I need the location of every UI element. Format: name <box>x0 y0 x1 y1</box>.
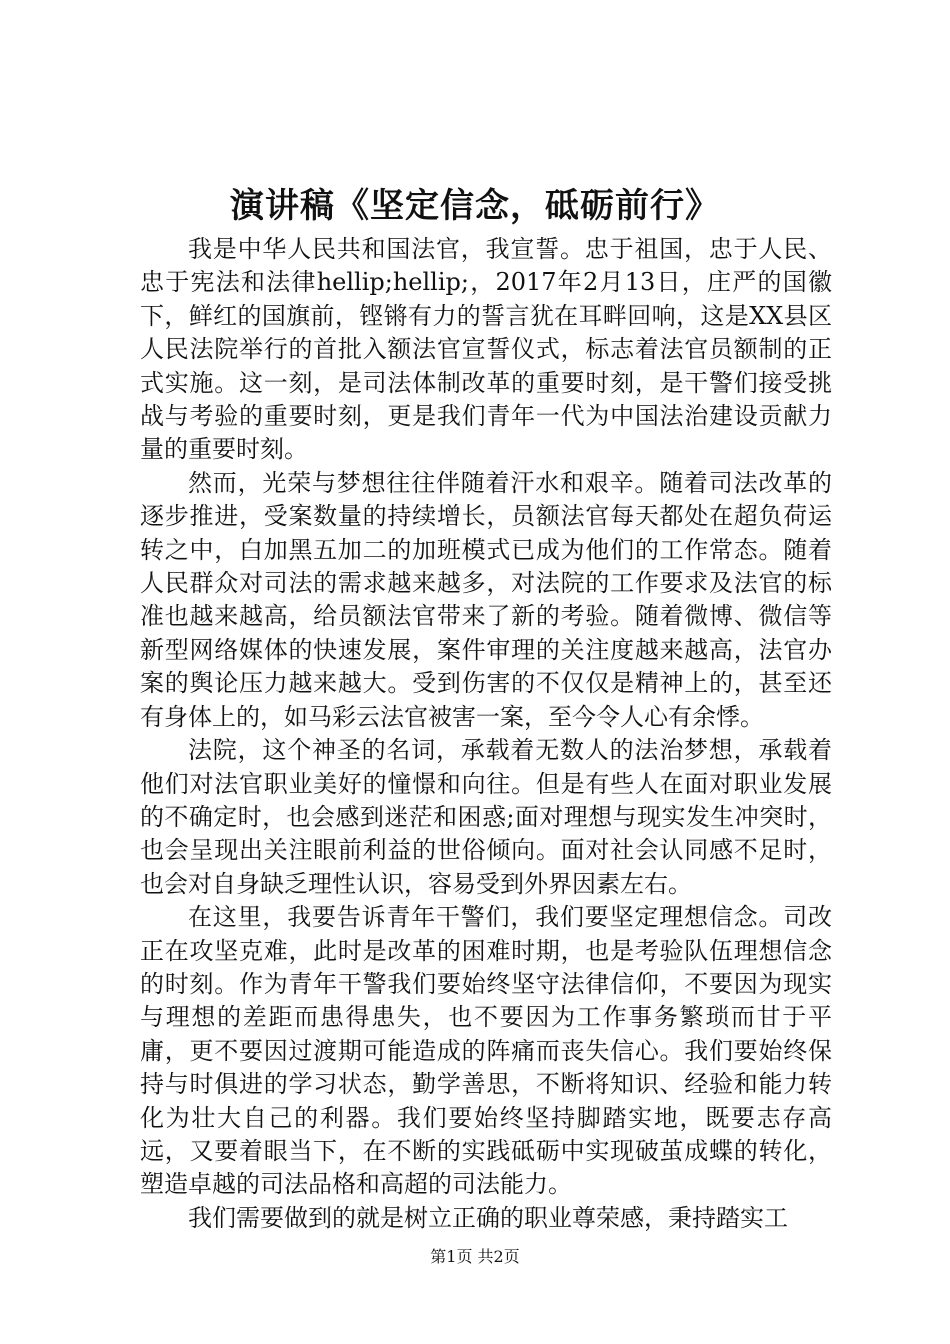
paragraph: 在这里，我要告诉青年干警们，我们要坚定理想信念。司改正在攻坚克难，此时是改革的困难时期，也是考验队伍理想信念的时刻。作为青年干警我们要始终坚守法律信仰，不要因为现实与理想的差距而患得患失，也不要因为工作事务繁琐而甘于平庸，更不要因过渡期可能造成的阵痛而丧失信心。我们要始终保持与时俱进的学习状态，勤学善思，不断将知识、经验和能力转化为壮大自己的利器。我们要始终坚持脚踏实地，既要志存高远，又要着眼当下，在不断的实践砥砺中实现破茧成蝶的转化，塑造卓越的司法品格和高超的司法能力。 <box>140 903 832 1199</box>
paragraph: 我是中华人民共和国法官，我宣誓。忠于祖国，忠于人民、忠于宪法和法律hellip;hellip;，2017年2月13日，庄严的国徽下，鲜红的国旗前，铿锵有力的誓言犹在耳畔回响，这是XX县区人民法院举行的首批入额法官宣誓仪式，标志着法官员额制的正式实施。这一刻，是司法体制改革的重要时刻，是干警们接受挑战与考验的重要时刻，更是我们青年一代为中国法治建设贡献力量的重要时刻。 <box>140 235 832 464</box>
document-body <box>140 233 832 1235</box>
page-indicator: 第1页 共2页 <box>430 1247 520 1266</box>
paragraph: 我们需要做到的就是树立正确的职业尊荣感，秉持踏实工 <box>188 1203 788 1232</box>
document-title: 演讲稿《坚定信念，砥砺前行》 <box>230 186 720 226</box>
paragraph: 然而，光荣与梦想往往伴随着汗水和艰辛。随着司法改革的逐步推进，受案数量的持续增长，员额法官每天都处在超负荷运转之中，白加黑五加二的加班模式已成为他们的工作常态。随着人民群众对司法的需求越来越多，对法院的工作要求及法官的标准也越来越高，给员额法官带来了新的考验。随着微博、微信等新型网络媒体的快速发展，案件审理的关注度越来越高，法官办案的舆论压力越来越大。受到伤害的不仅仅是精神上的，甚至还有身体上的，如马彩云法官被害一案，至今令人心有余悸。 <box>140 468 832 731</box>
paragraph: 法院，这个神圣的名词，承载着无数人的法治梦想，承载着他们对法官职业美好的憧憬和向往。但是有些人在面对职业发展的不确定时，也会感到迷茫和困惑;面对理想与现实发生冲突时，也会呈现出关注眼前利益的世俗倾向。面对社会认同感不足时，也会对自身缺乏理性认识，容易受到外界因素左右。 <box>140 736 832 898</box>
